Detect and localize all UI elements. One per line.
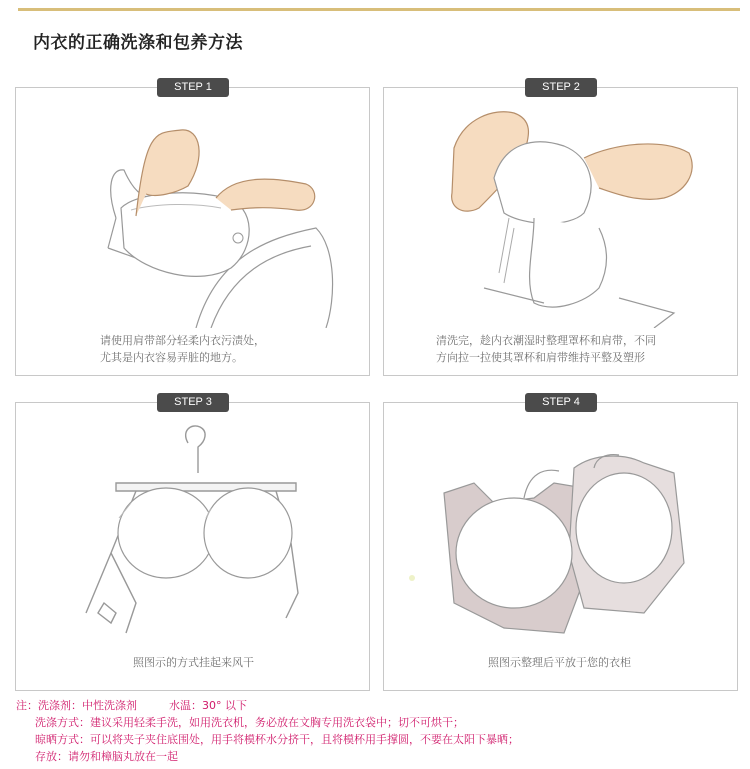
step-4-caption-line: 照图示整理后平放于您的衣柜 xyxy=(488,656,631,669)
note-dry-method: 晾晒方式：可以将夹子夹住底围处，用手将模杯水分挤干，且将模杯用手撑圆，不要在太阳下暴晒； xyxy=(35,733,519,746)
step-1-panel xyxy=(15,87,370,376)
step-1-tab: STEP 1 xyxy=(157,78,229,97)
step-1-caption xyxy=(100,332,265,366)
shaping-bra-illustration xyxy=(384,98,737,328)
hand-washing-bra-illustration xyxy=(16,98,369,328)
hanging-bra-to-dry-illustration xyxy=(16,413,369,643)
stored-bras-illustration xyxy=(384,413,737,643)
step-2-tab: STEP 2 xyxy=(525,78,597,97)
step-3-caption xyxy=(133,654,254,671)
step-2-panel xyxy=(383,87,738,376)
note-detergent: 注：洗涤剂：中性洗涤剂 xyxy=(16,699,137,712)
step-4-panel xyxy=(383,402,738,691)
step-2-caption-line: 清洗完，趁内衣潮湿时整理罩杯和肩带，不同 xyxy=(436,334,656,347)
page-title: 内衣的正确洗涤和包养方法 xyxy=(33,33,243,53)
top-accent-bar xyxy=(18,8,740,11)
step-2-caption-line: 方向拉一拉使其罩杯和肩带维持平整及塑形 xyxy=(436,351,645,364)
step-4-caption xyxy=(488,654,631,671)
step-1-caption-line: 尤其是内衣容易弄脏的地方。 xyxy=(100,351,243,364)
step-2-caption xyxy=(436,332,656,366)
note-water-temp: 水温：30° 以下 xyxy=(169,699,247,712)
note-wash-method: 洗涤方式：建议采用轻柔手洗，如用洗衣机，务必放在文胸专用洗衣袋中；切不可烘干； xyxy=(35,716,464,729)
step-3-tab: STEP 3 xyxy=(157,393,229,412)
note-detergent-line xyxy=(16,697,519,714)
care-notes xyxy=(16,697,519,765)
step-3-caption-line: 照图示的方式挂起来风干 xyxy=(133,656,254,669)
step-4-tab: STEP 4 xyxy=(525,393,597,412)
note-storage: 存放：请勿和樟脑丸放在一起 xyxy=(35,750,178,763)
step-1-caption-line: 请使用肩带部分轻柔内衣污渍处， xyxy=(100,334,265,347)
step-3-panel xyxy=(15,402,370,691)
